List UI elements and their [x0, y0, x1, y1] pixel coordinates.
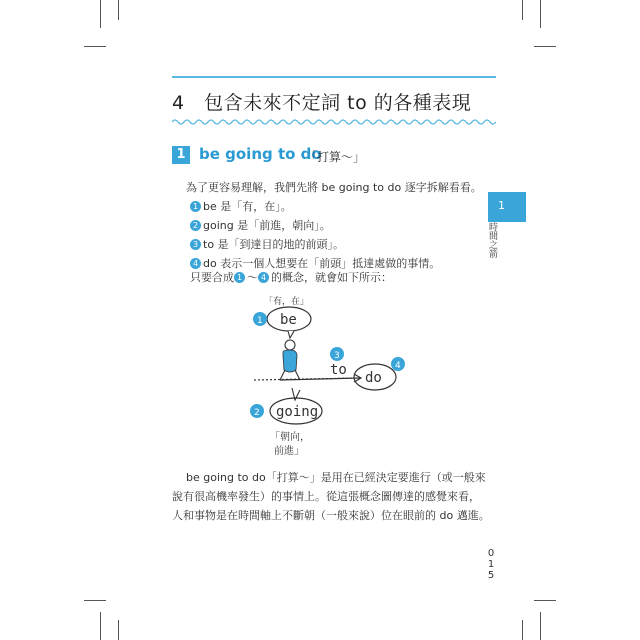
going-gloss-2: 前進」 — [274, 446, 304, 457]
body-line-3: 人和事物是在時間軸上不斷朝（一般來說）位在眼前的 do 邁進。 — [172, 509, 490, 522]
crop-mark — [84, 46, 106, 47]
label-4-text: 4 — [395, 361, 401, 371]
point-number: 2 — [190, 220, 201, 231]
label-2-text: 2 — [254, 408, 260, 418]
combine-tilde: ～ — [247, 271, 258, 284]
going-word: going — [276, 404, 319, 420]
point-1 — [190, 197, 292, 216]
be-bubble-tail — [288, 331, 294, 338]
crop-mark — [100, 612, 101, 640]
chapter-title: 4 包含未來不定詞 to 的各種表現 — [172, 92, 472, 114]
combine-suffix: 的概念，就會如下所示： — [271, 271, 392, 284]
crop-mark — [522, 620, 523, 640]
point-2 — [190, 216, 331, 235]
chapter-side-label: 時間之箭 — [487, 222, 497, 258]
crop-mark — [522, 0, 523, 20]
point-3 — [190, 235, 344, 254]
to-word: to — [330, 362, 347, 378]
label-1-text: 1 — [257, 316, 263, 326]
body-line-1: be going to do「打算～」是用在已經決定要進行（或一般來 — [186, 471, 486, 484]
header-rule — [172, 76, 496, 78]
point-text: do 表示一個人想要在「前頭」抵達處做的事情。 — [203, 257, 441, 270]
section-number-badge: 1 — [172, 146, 190, 164]
wavy-divider — [172, 118, 496, 126]
combine-prefix: 只要合成 — [190, 271, 234, 284]
time-arrow-solid — [280, 378, 360, 380]
point-number: 4 — [190, 258, 201, 269]
crop-mark — [540, 0, 541, 28]
crop-mark — [118, 620, 119, 640]
section-meaning: 「打算～」 — [305, 150, 366, 164]
page-number: 0 1 5 — [487, 548, 495, 581]
be-gloss: 「有，在」 — [264, 297, 310, 307]
intro-text: 為了更容易理解，我們先將 be going to do 逐字拆解看看。 — [186, 181, 482, 194]
section-title: be going to do — [199, 145, 322, 163]
point-number: 4 — [258, 272, 269, 283]
crop-mark — [118, 0, 119, 20]
concept-diagram — [240, 292, 420, 462]
label-3-text: 3 — [334, 351, 340, 361]
crop-mark — [534, 46, 556, 47]
point-number: 1 — [234, 272, 245, 283]
crop-mark — [540, 612, 541, 640]
crop-mark — [100, 0, 101, 28]
person-body — [283, 350, 297, 372]
do-word: do — [365, 370, 382, 386]
crop-mark — [534, 600, 556, 601]
crop-mark — [84, 600, 106, 601]
be-word: be — [280, 312, 297, 328]
point-text: to 是「到達目的地的前頭」。 — [203, 238, 345, 251]
point-number: 3 — [190, 239, 201, 250]
point-text: be 是「有，在」。 — [203, 200, 292, 213]
going-gloss-1: 「朝向， — [270, 432, 310, 443]
person-head — [285, 340, 295, 350]
point-text: going 是「前進，朝向」。 — [203, 219, 331, 232]
combine-text — [190, 268, 392, 287]
body-line-2: 說有很高機率發生）的事情上。從這張概念圖傳達的感覺來看， — [172, 490, 480, 503]
chapter-tab-number: 1 — [498, 199, 505, 212]
point-number: 1 — [190, 201, 201, 212]
chapter-tab — [488, 192, 526, 222]
